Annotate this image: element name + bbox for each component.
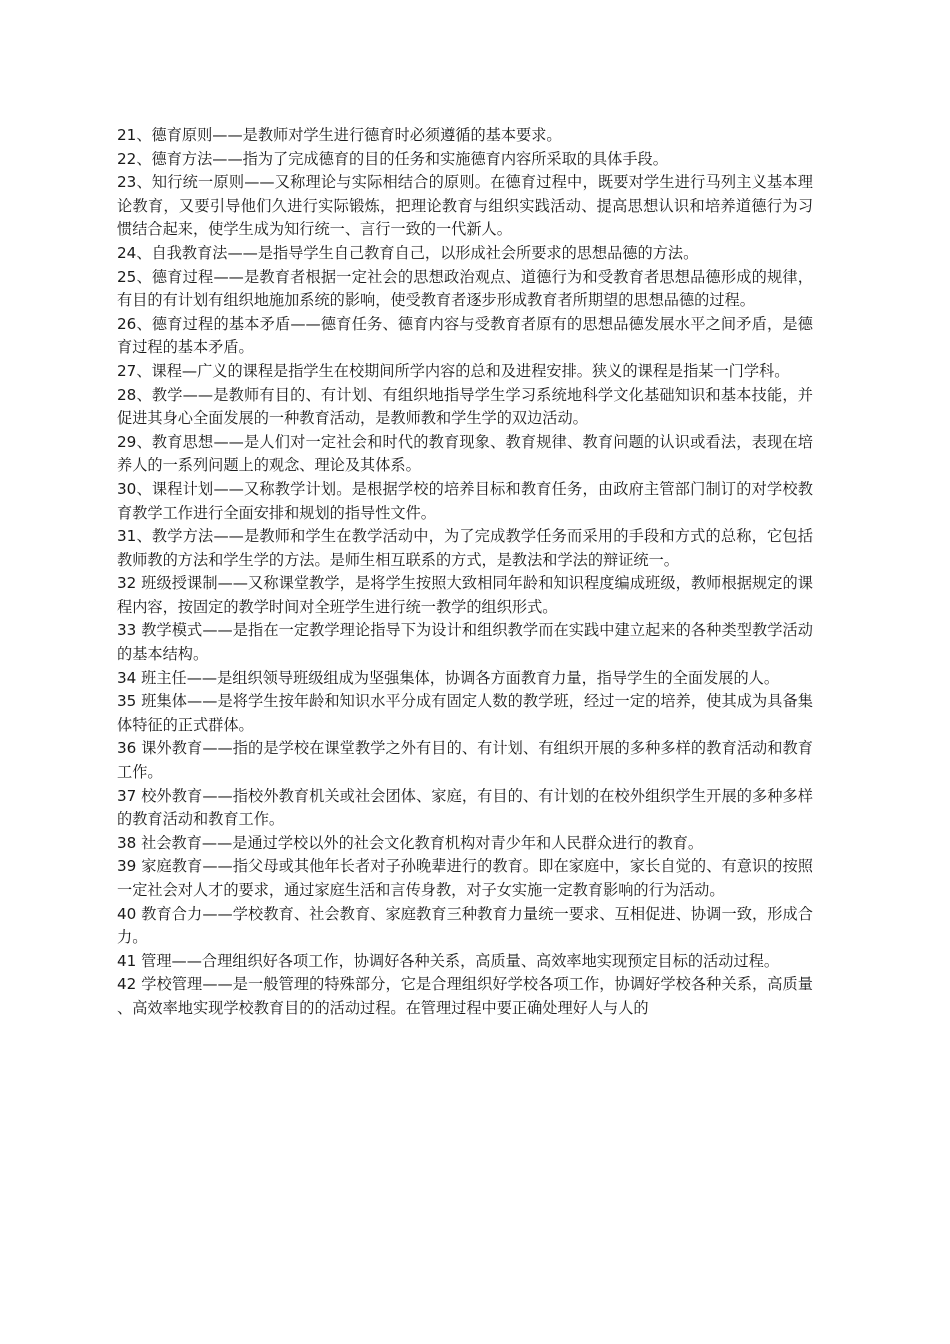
document-body bbox=[117, 124, 813, 1021]
definition-entry-28: 28、教学——是教师有目的、有计划、有组织地指导学生学习系统地科学文化基础知识和基本技能，并促进其身心全面发展的一种教育活动，是教师教和学生学的双边活动。 bbox=[117, 385, 813, 428]
definition-entry-32: 32 班级授课制——又称课堂教学，是将学生按照大致相同年龄和知识程度编成班级，教师根据规定的课程内容，按固定的教学时间对全班学生进行统一教学的组织形式。 bbox=[117, 574, 813, 616]
definition-entry-37: 37 校外教育——指校外教育机关或社会团体、家庭，有目的、有计划的在校外组织学生开展的多种多样的教育活动和教育工作。 bbox=[117, 786, 813, 829]
definition-entry-31: 31、教学方法——是教师和学生在教学活动中，为了完成教学任务而采用的手段和方式的总称，它包括教师教的方法和学生学的方法。是师生相互联系的方式，是教法和学法的辩证统一。 bbox=[117, 527, 813, 569]
definition-entry-42: 42 学校管理——是一般管理的特殊部分，它是合理组织好学校各项工作，协调好学校各种关系，高质量、高效率地实现学校教育目的的活动过程。在管理过程中要正确处理好人与人的 bbox=[117, 975, 813, 1017]
definition-entry-27: 27、课程—广义的课程是指学生在校期间所学内容的总和及进程安排。狭义的课程是指某一门学科。 bbox=[117, 361, 790, 380]
definition-entry-29: 29、教育思想——是人们对一定社会和时代的教育现象、教育规律、教育问题的认识或看法，表现在培养人的一系列问题上的观念、理论及其体系。 bbox=[117, 432, 813, 475]
definition-entry-39: 39 家庭教育——指父母或其他年长者对子孙晚辈进行的教育。即在家庭中，家长自觉的、有意识的按照一定社会对人才的要求，通过家庭生活和言传身教，对子女实施一定教育影响的行为活动。 bbox=[117, 857, 813, 899]
definition-entry-24: 24、自我教育法——是指导学生自己教育自己，以形成社会所要求的思想品德的方法。 bbox=[117, 243, 699, 262]
definition-entry-36: 36 课外教育——指的是学校在课堂教学之外有目的、有计划、有组织开展的多种多样的教育活动和教育工作。 bbox=[117, 739, 813, 782]
definition-entry-40: 40 教育合力——学校教育、社会教育、家庭教育三种教育力量统一要求、互相促进、协调一致，形成合力。 bbox=[117, 904, 813, 947]
definition-entry-35: 35 班集体——是将学生按年龄和知识水平分成有固定人数的教学班，经过一定的培养，使其成为具备集体特征的正式群体。 bbox=[117, 692, 813, 734]
definition-entry-33: 33 教学模式——是指在一定教学理论指导下为设计和组织教学而在实践中建立起来的各种类型教学活动的基本结构。 bbox=[117, 621, 813, 664]
definition-entry-23: 23、知行统一原则——又称理论与实际相结合的原则。在德育过程中，既要对学生进行马列主义基本理论教育，又要引导他们久进行实际锻炼，把理论教育与组织实践活动、提高思想认识和培养道德行为习惯结合起来，使学生成为知行统一、言行一致的一代新人。 bbox=[117, 173, 813, 239]
definition-entry-30: 30、课程计划——又称教学计划。是根据学校的培养目标和教育任务，由政府主管部门制订的对学校教育教学工作进行全面安排和规划的指导性文件。 bbox=[117, 479, 813, 522]
definition-entry-26: 26、德育过程的基本矛盾——德育任务、德育内容与受教育者原有的思想品德发展水平之间矛盾，是德育过程的基本矛盾。 bbox=[117, 314, 813, 357]
definition-entry-22: 22、德育方法——指为了完成德育的目的任务和实施德育内容所采取的具体手段。 bbox=[117, 149, 668, 168]
definition-entry-34: 34 班主任——是组织领导班级组成为坚强集体，协调各方面教育力量，指导学生的全面发展的人。 bbox=[117, 668, 780, 687]
definition-entry-21: 21、德育原则——是教师对学生进行德育时必须遵循的基本要求。 bbox=[117, 126, 562, 144]
definition-entry-41: 41 管理——合理组织好各项工作，协调好各种关系，高质量、高效率地实现预定目标的活动过程。 bbox=[117, 951, 780, 970]
definition-entry-38: 38 社会教育——是通过学校以外的社会文化教育机构对青少年和人民群众进行的教育。 bbox=[117, 833, 704, 852]
definition-entry-25: 25、德育过程——是教育者根据一定社会的思想政治观点、道德行为和受教育者思想品德形成的规律，有目的有计划有组织地施加系统的影响，使受教育者逐步形成教育者所期望的思想品德的过程。 bbox=[117, 267, 813, 310]
